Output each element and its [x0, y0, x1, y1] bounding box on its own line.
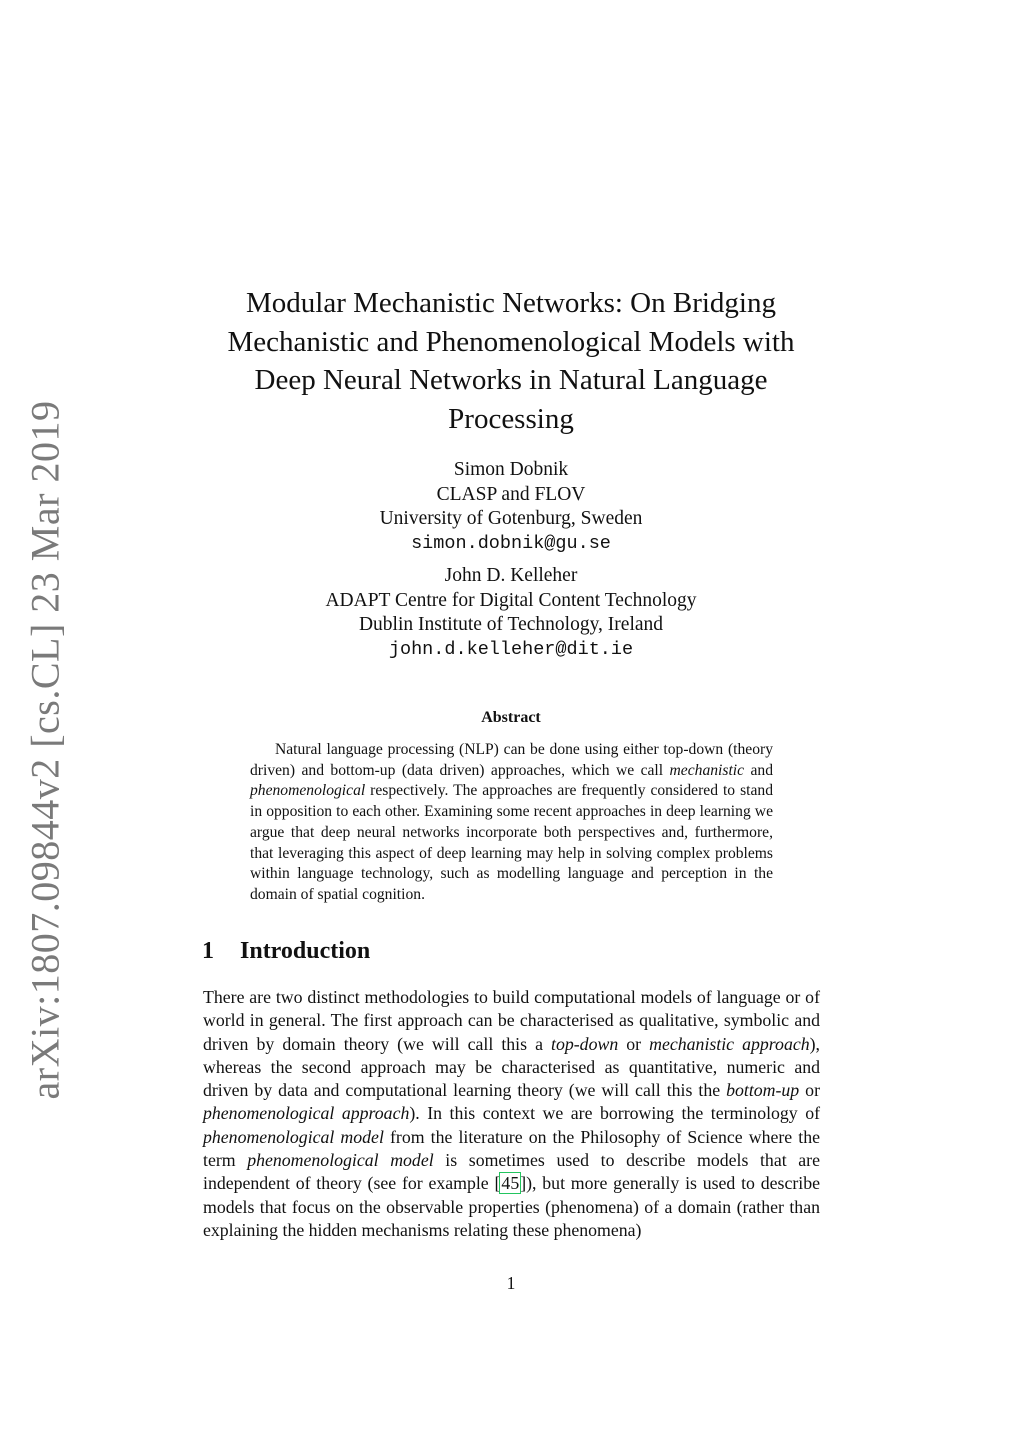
intro-text-run: ), whereas the second approach may be characterised as quantitative, numeric and driven by data and computational learning theory (we will call this the — [203, 1033, 820, 1101]
intro-emphasis: phenomenological model — [247, 1150, 434, 1171]
author-email[interactable]: simon.dobnik@gu.se — [411, 532, 611, 554]
intro-text-run: or — [618, 1033, 650, 1054]
intro-text-run: is sometimes used to describe models that are independent of theory (see for example [ — [203, 1150, 820, 1194]
abstract-emphasis: mechanistic — [669, 761, 745, 779]
intro-text-run: ]), but more generally is used to describe models that focus on the observable properties (phenomena) of a domain (rather than explaining the hidden mechanisms relating these phenomena) — [203, 1173, 820, 1240]
intro-text-run: There are two distinct methodologies to build computational models of language or of world in general. The first approach can be characterised as qualitative, symbolic and driven by domain theory (we will call this a — [203, 987, 820, 1054]
abstract-text-run: and — [744, 761, 773, 779]
paper-title — [200, 284, 822, 438]
intro-emphasis: bottom-up — [726, 1080, 800, 1101]
intro-text-run: or — [799, 1080, 820, 1101]
author-affiliation: Dublin Institute of Technology, Ireland — [358, 614, 664, 635]
abstract-heading: Abstract — [481, 709, 541, 726]
intro-emphasis: top-down — [551, 1033, 619, 1054]
intro-emphasis: mechanistic approach — [649, 1033, 810, 1054]
abstract-text — [250, 740, 773, 906]
page-number: 1 — [506, 1273, 516, 1293]
intro-emphasis: phenomenological approach — [203, 1103, 410, 1124]
intro-text-run: ). In this context we are borrowing the terminology of — [409, 1103, 821, 1124]
author-name: John D. Kelleher — [444, 565, 578, 586]
author-name: Simon Dobnik — [453, 459, 569, 480]
intro-text-run: from the literature on the Philosophy of Science where the term — [203, 1126, 820, 1171]
author-affiliation: CLASP and FLOV — [436, 483, 586, 505]
abstract-emphasis: phenomenological — [250, 782, 366, 800]
section-title: Introduction — [240, 938, 371, 964]
author-block-1 — [200, 458, 822, 556]
author-block-2 — [200, 564, 822, 662]
section-heading-introduction — [202, 938, 370, 965]
author-email[interactable]: john.d.kelleher@dit.ie — [388, 638, 634, 660]
author-affiliation: University of Gotenburg, Sweden — [379, 508, 643, 529]
abstract-text-run: respectively. The approaches are frequently considered to stand in opposition to each other. Examining some recent approaches in deep learning we argue that deep neural networks incorporate both perspectives and, furthermore, that leveraging this aspect of deep learning may help in solving complex problems within language technology, such as modelling language and perception in the domain of spatial cognition. — [250, 782, 773, 903]
author-affiliation: ADAPT Centre for Digital Content Technology — [325, 589, 697, 611]
title-line-4: Processing — [448, 402, 574, 435]
title-line-3: Deep Neural Networks in Natural Language — [254, 364, 768, 396]
arxiv-identifier-stamp: arXiv:1807.09844v2 [cs.CL] 23 Mar 2019 — [22, 400, 68, 1100]
intro-emphasis: phenomenological model — [203, 1126, 384, 1147]
introduction-paragraph — [203, 986, 820, 1242]
title-line-1: Modular Mechanistic Networks: On Bridging — [246, 287, 776, 319]
citation-link[interactable]: 45 — [501, 1173, 520, 1194]
section-number: 1 — [202, 938, 214, 964]
abstract-text-run: Natural language processing (NLP) can be done using either top-down (theory driven) and bottom-up (data driven) approaches, which we call — [250, 741, 773, 779]
title-line-2: Mechanistic and Phenomenological Models with — [227, 325, 795, 358]
